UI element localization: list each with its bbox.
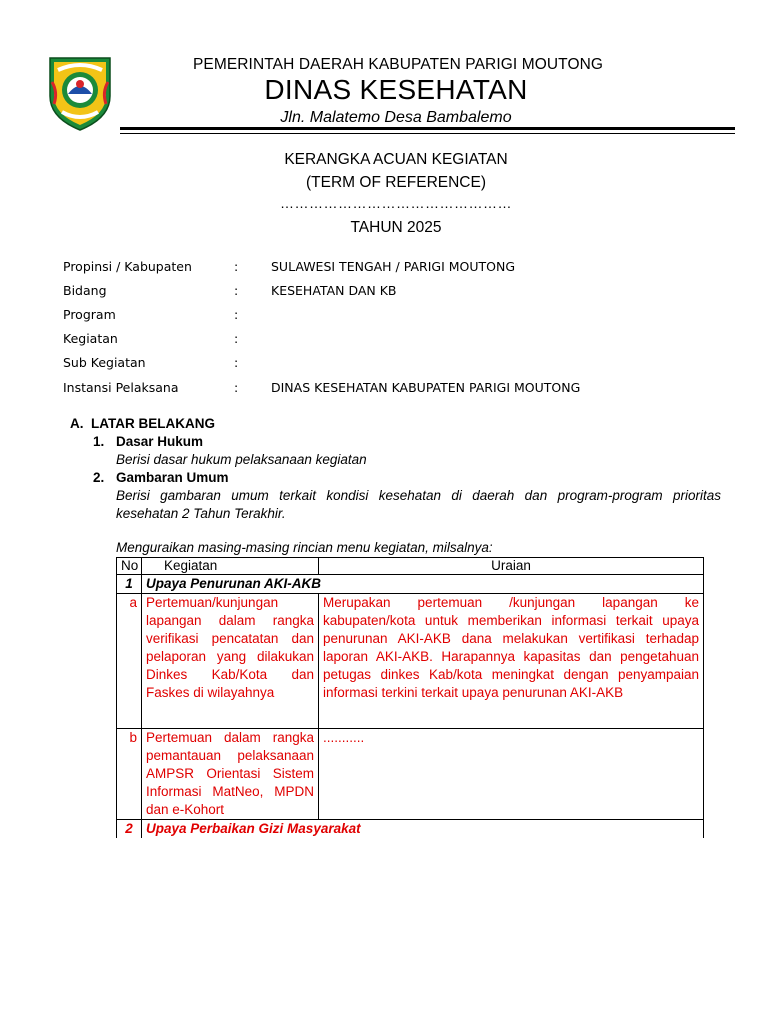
row-kegiatan: Pertemuan/kunjungan lapangan dalam rangka verifikasi pencatatan dan pelaporan yang dilakukan Dinkes Kab/Kota dan Faskes di wilayahnya: [142, 594, 319, 729]
letterhead-rule-thin: [120, 133, 735, 134]
info-label: Bidang: [63, 283, 107, 298]
header-kegiatan: Kegiatan: [142, 558, 319, 575]
table-group-row: [117, 575, 704, 594]
info-label: Kegiatan: [63, 331, 118, 346]
table-group-row: [117, 820, 704, 839]
info-colon: :: [234, 307, 239, 322]
row-letter: a: [117, 594, 142, 729]
info-label: Sub Kegiatan: [63, 355, 146, 370]
header-no: No: [117, 558, 142, 575]
table-header-row: [117, 558, 704, 575]
info-value: SULAWESI TENGAH / PARIGI MOUTONG: [271, 259, 516, 274]
info-value: DINAS KESEHATAN KABUPATEN PARIGI MOUTONG: [271, 380, 581, 395]
info-colon: :: [234, 380, 239, 395]
header-uraian: Uraian: [319, 558, 704, 575]
table-row: [117, 729, 704, 820]
table-row: [117, 594, 704, 729]
item-title: Gambaran Umum: [116, 470, 229, 485]
group-number: 1: [117, 575, 142, 594]
item-number: 1.: [93, 434, 105, 449]
item-title: Dasar Hukum: [116, 434, 204, 449]
info-label: Program: [63, 307, 116, 322]
document-year: TAHUN 2025: [350, 219, 442, 236]
info-value: KESEHATAN DAN KB: [271, 283, 397, 298]
row-kegiatan: Pertemuan dalam rangka pemantauan pelaksanaan AMPSR Orientasi Sistem Informasi MatNeo, MPDN dan e-Kohort: [142, 729, 319, 820]
info-colon: :: [234, 259, 239, 274]
activity-detail-table: [116, 557, 704, 838]
info-label: Instansi Pelaksana: [63, 380, 179, 395]
group-title: Upaya Perbaikan Gizi Masyarakat: [142, 820, 704, 839]
government-name: PEMERINTAH DAERAH KABUPATEN PARIGI MOUTONG: [192, 56, 604, 73]
section-heading: A. LATAR BELAKANG: [70, 416, 215, 431]
document-subtitle: (TERM OF REFERENCE): [306, 174, 486, 191]
office-address: Jln. Malatemo Desa Bambalemo: [280, 109, 512, 126]
activity-name-placeholder: …………………………………………: [280, 195, 512, 211]
item-text: Berisi dasar hukum pelaksanaan kegiatan: [116, 452, 367, 467]
info-colon: :: [234, 283, 239, 298]
document-title: KERANGKA ACUAN KEGIATAN: [284, 151, 508, 168]
row-uraian: ...........: [319, 729, 704, 820]
letterhead-rule-thick: [120, 127, 735, 130]
table-intro: Menguraikan masing-masing rincian menu kegiatan, milsalnya:: [116, 540, 493, 555]
row-uraian: Merupakan pertemuan /kunjungan lapangan ke kabupaten/kota untuk memberikan informasi terkait upaya penurunan AKI-AKB dana melakukan vertifikasi terhadap laporan AKI-AKB. Harapannya kapasitas dan pengetahuan petugas dinkes Kab/kota meningkat dengan penyampaian informasi terkini terkait upaya penurunan AKI-AKB: [319, 594, 704, 729]
info-label: Propinsi / Kabupaten: [63, 259, 192, 274]
row-letter: b: [117, 729, 142, 820]
info-colon: :: [234, 331, 239, 346]
item-number: 2.: [93, 470, 105, 485]
info-colon: :: [234, 355, 239, 370]
group-number: 2: [117, 820, 142, 839]
item-text-line: kesehatan 2 Tahun Terakhir.: [116, 506, 286, 521]
item-text-line: Berisi gambaran umum terkait kondisi kesehatan di daerah dan program-program prioritas: [116, 488, 721, 503]
department-name: DINAS KESEHATAN: [264, 74, 528, 105]
group-title: Upaya Penurunan AKI-AKB: [142, 575, 704, 594]
